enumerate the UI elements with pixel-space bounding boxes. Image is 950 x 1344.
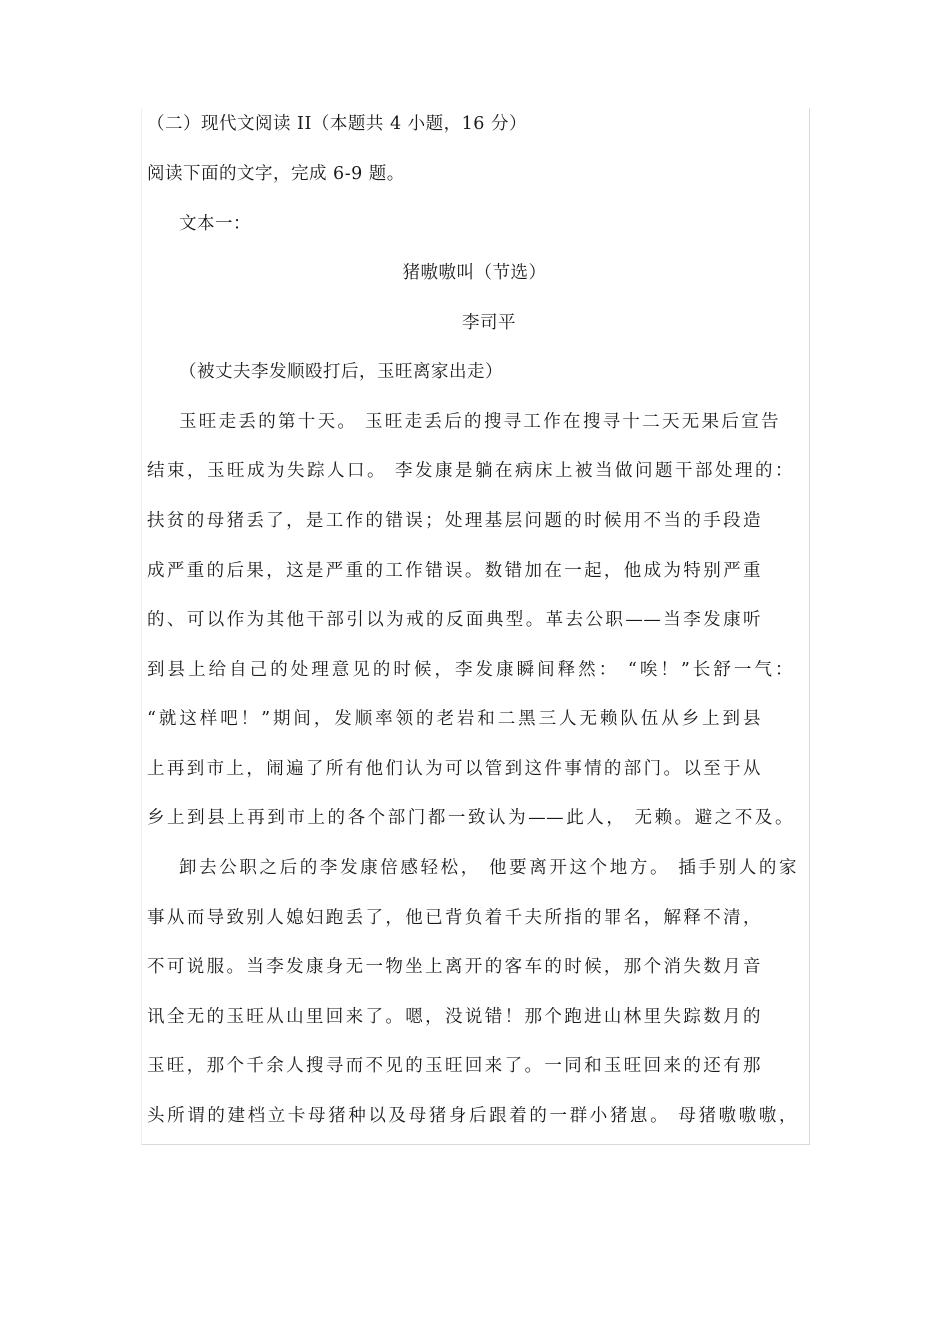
article-author: 李司平 xyxy=(462,313,516,333)
paragraph-line: 头所谓的建档立卡母猪种以及母猪身后跟着的一群小猪崽。 母猪嗷嗷嗷， xyxy=(147,1106,797,1126)
paragraph-line: 玉旺，那个千余人搜寻而不见的玉旺回来了。一同和玉旺回来的还有那 xyxy=(147,1056,761,1076)
paragraph-line: 扶贫的母猪丢了，是工作的错误；处理基层问题的时候用不当的手段造 xyxy=(147,511,761,531)
section-heading: （二）现代文阅读 II（本题共 4 小题，16 分） xyxy=(147,114,527,134)
paragraph-line: 成严重的后果，这是严重的工作错误。数错加在一起，他成为特别严重 xyxy=(147,561,761,581)
paragraph-line: 到县上给自己的处理意见的时候，李发康瞬间释然： “唉！”长舒一气： xyxy=(147,660,793,680)
paragraph-line: 乡上到县上再到市上的各个部门都一致认为——此人， 无赖。避之不及。 xyxy=(147,808,793,828)
instruction: 阅读下面的文字，完成 6-9 题。 xyxy=(147,164,405,184)
paragraph-line: 玉旺走丢的第十天。 玉旺走丢后的搜寻工作在搜寻十二天无果后宣告 xyxy=(179,412,779,432)
paragraph-line: 的、可以作为其他干部引以为戒的反面典型。革去公职——当李发康听 xyxy=(147,610,761,630)
article-title: 猪嗷嗷叫（节选） xyxy=(402,263,547,283)
paragraph-line: “就这样吧！”期间，发顺率领的老岩和二黑三人无赖队伍从乡上到县 xyxy=(147,709,761,729)
paragraph-line: 结束，玉旺成为失踪人口。 李发康是躺在病床上被当做问题干部处理的： xyxy=(147,461,793,481)
text-label: 文本一： xyxy=(179,214,251,234)
article-note: （被丈夫李发顺殴打后，玉旺离家出走） xyxy=(179,362,503,382)
paragraph-line: 卸去公职之后的李发康倍感轻松， 他要离开这个地方。 插手别人的家 xyxy=(179,858,797,878)
paragraph-line: 上再到市上，闹遍了所有他们认为可以管到这件事情的部门。以至于从 xyxy=(147,759,761,779)
paragraph-line: 不可说服。当李发康身无一物坐上离开的客车的时候，那个消失数月音 xyxy=(147,957,761,977)
paragraph-line: 讯全无的玉旺从山里回来了。嗯，没说错！那个跑进山林里失踪数月的 xyxy=(147,1007,761,1027)
paragraph-line: 事从而导致别人媳妇跑丢了，他已背负着千夫所指的罪名，解释不清， xyxy=(147,908,761,928)
